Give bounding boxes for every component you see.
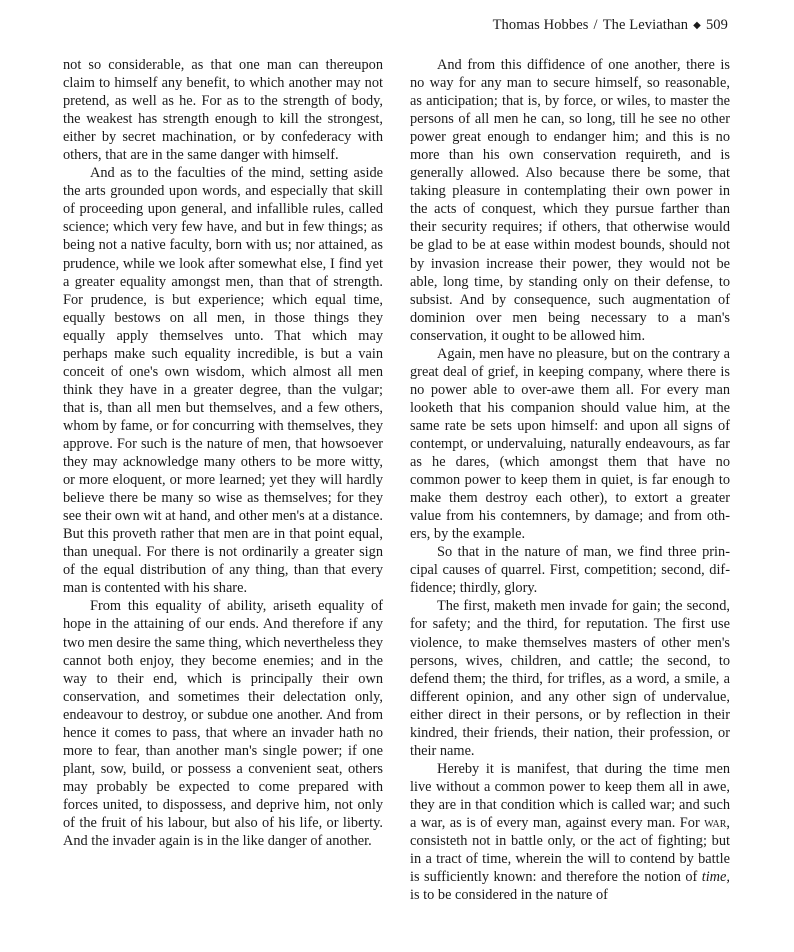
- paragraph-text: is to be considered in the nature of: [410, 887, 608, 904]
- paragraph: The first, maketh men invade for gain; the second, for safety; and the third, for reputation. The first use violence, to make themselves masters of other men's persons, wives, children, and cattle; the second, to defend them; the third, for trifles, as a word, a smile, a different opinion, and any other sign of undervalue, either direct in their persons, or by reflection in their kindred, their friends, their nation, their profession, or their name.: [410, 598, 730, 759]
- paragraph: [410, 760, 730, 904]
- paragraph: Again, men have no pleasure, but on the contrary a great deal of grief, in keeping company, where there is no power able to over-awe them all. For every man looketh that his companion should value him, at the same rate be sets upon himself: and upon all signs of contempt, or undervaluing, naturally endeavours, as far as he dares, (which amongst them that have no common power to keep them in quiet, is far enough to make them destroy each other), to extort a greater value from his contemners, by damage; and from others, by the example.: [410, 345, 730, 543]
- paragraph: And as to the faculties of the mind, setting aside the arts grounded upon words, and especially that skill of proceeding upon general, and infallible rules, called science; which very few have, and but in few things; as being not a native faculty, born with us; nor attained, as prudence, while we look after somewhat else, I find yet a greater equality amongst men, than that of strength. For prudence, is but experience; which equal time, equally bestows on all men, in those things they equally apply themselves unto. That which may perhaps make such equality incredible, is but a vain conceit of one's own wisdom, which almost all men think they have in a greater degree, than the vulgar; that is, than all men but themselves, and a few others, whom by fame, or for concurring with themselves, they approve. For such is the nature of men, that howsoever they may acknowledge many others to be more witty, or more eloquent, or more learned; yet they will hardly believe there be many so wise as themselves; for they see their own wit at hand, and other men's at a distance. But this proveth rather that men are in that point equal, than unequal. For there is not ordinarily a greater sign of the equal distribution of any thing, than that every man is contented with his share.: [63, 165, 383, 597]
- paragraph-text: consisteth not in battle only, or the act of fighting; but in a tract of time, wherein the will to contend by battle is sufficiently known: and therefore the notion of: [410, 833, 730, 886]
- running-header: [493, 17, 728, 34]
- paragraph: And from this diffidence of one another, there is no way for any man to secure himself, so reasonable, as anticipation; that is, by force, or wiles, to master the persons of all men he can, so long, till he see no other power great enough to endanger him; and this is no more than his own conservation requireth, and is generally allowed. Also because there be some, that taking pleasure in contemplating their own power in the acts of conquest, which they pursue farther than their security requires; if others, that otherwise would be glad to be at ease within modest bounds, should not by invasion increase their power, they would not be able, long time, by standing only on their defense, to subsist. And by consequence, such augmentation of dominion over men being necessary to a man's conservation, it ought to be allowed him.: [410, 57, 730, 344]
- diamond-ornament-icon: ◆: [693, 20, 701, 31]
- paragraph: not so considerable, as that one man can thereupon claim to himself any benefit, to which another may not pretend, as well as he. For as to the strength of body, the weakest has strength enough to kill the strongest, either by secret machination, or by confederacy with others, that are in the same danger with himself.: [63, 57, 383, 164]
- header-book-title: The Leviathan: [602, 17, 689, 33]
- header-separator: /: [593, 17, 598, 33]
- paragraph: From this equality of ability, ariseth equality of hope in the attaining of our ends. And therefore if any two men desire the same thing, which nevertheless they cannot both enjoy, they become enemies; and in the way to their end, which is principally their own conservation, and sometimes their delectation only, endeavour to destroy, or subdue one another. And from hence it comes to pass, that where an invader hath no more to fear, than another man's single power; if one plant, sow, build, or possess a convenient seat, others may probably be expected to come prepared with forces united, to dispossess, and deprive him, not only of the fruit of his labour, but also of his life, or liberty. And the invader again is in the like danger of another.: [63, 598, 383, 850]
- paragraph: So that in the nature of man, we find three principal causes of quarrel. First, competition; second, diffidence; thirdly, glory.: [410, 544, 730, 597]
- page-number: 509: [705, 17, 728, 33]
- italic-word: time,: [701, 869, 730, 886]
- small-caps-word: war,: [704, 814, 730, 831]
- header-author: Thomas Hobbes: [492, 17, 589, 33]
- left-text-column: [63, 56, 383, 850]
- paragraph-text: Hereby it is manifest, that during the time men live without a common power to keep them all in awe, they are in that condition which is called war; and such a war, as is of every man, against every man. For: [410, 760, 730, 831]
- right-text-column: [410, 56, 730, 904]
